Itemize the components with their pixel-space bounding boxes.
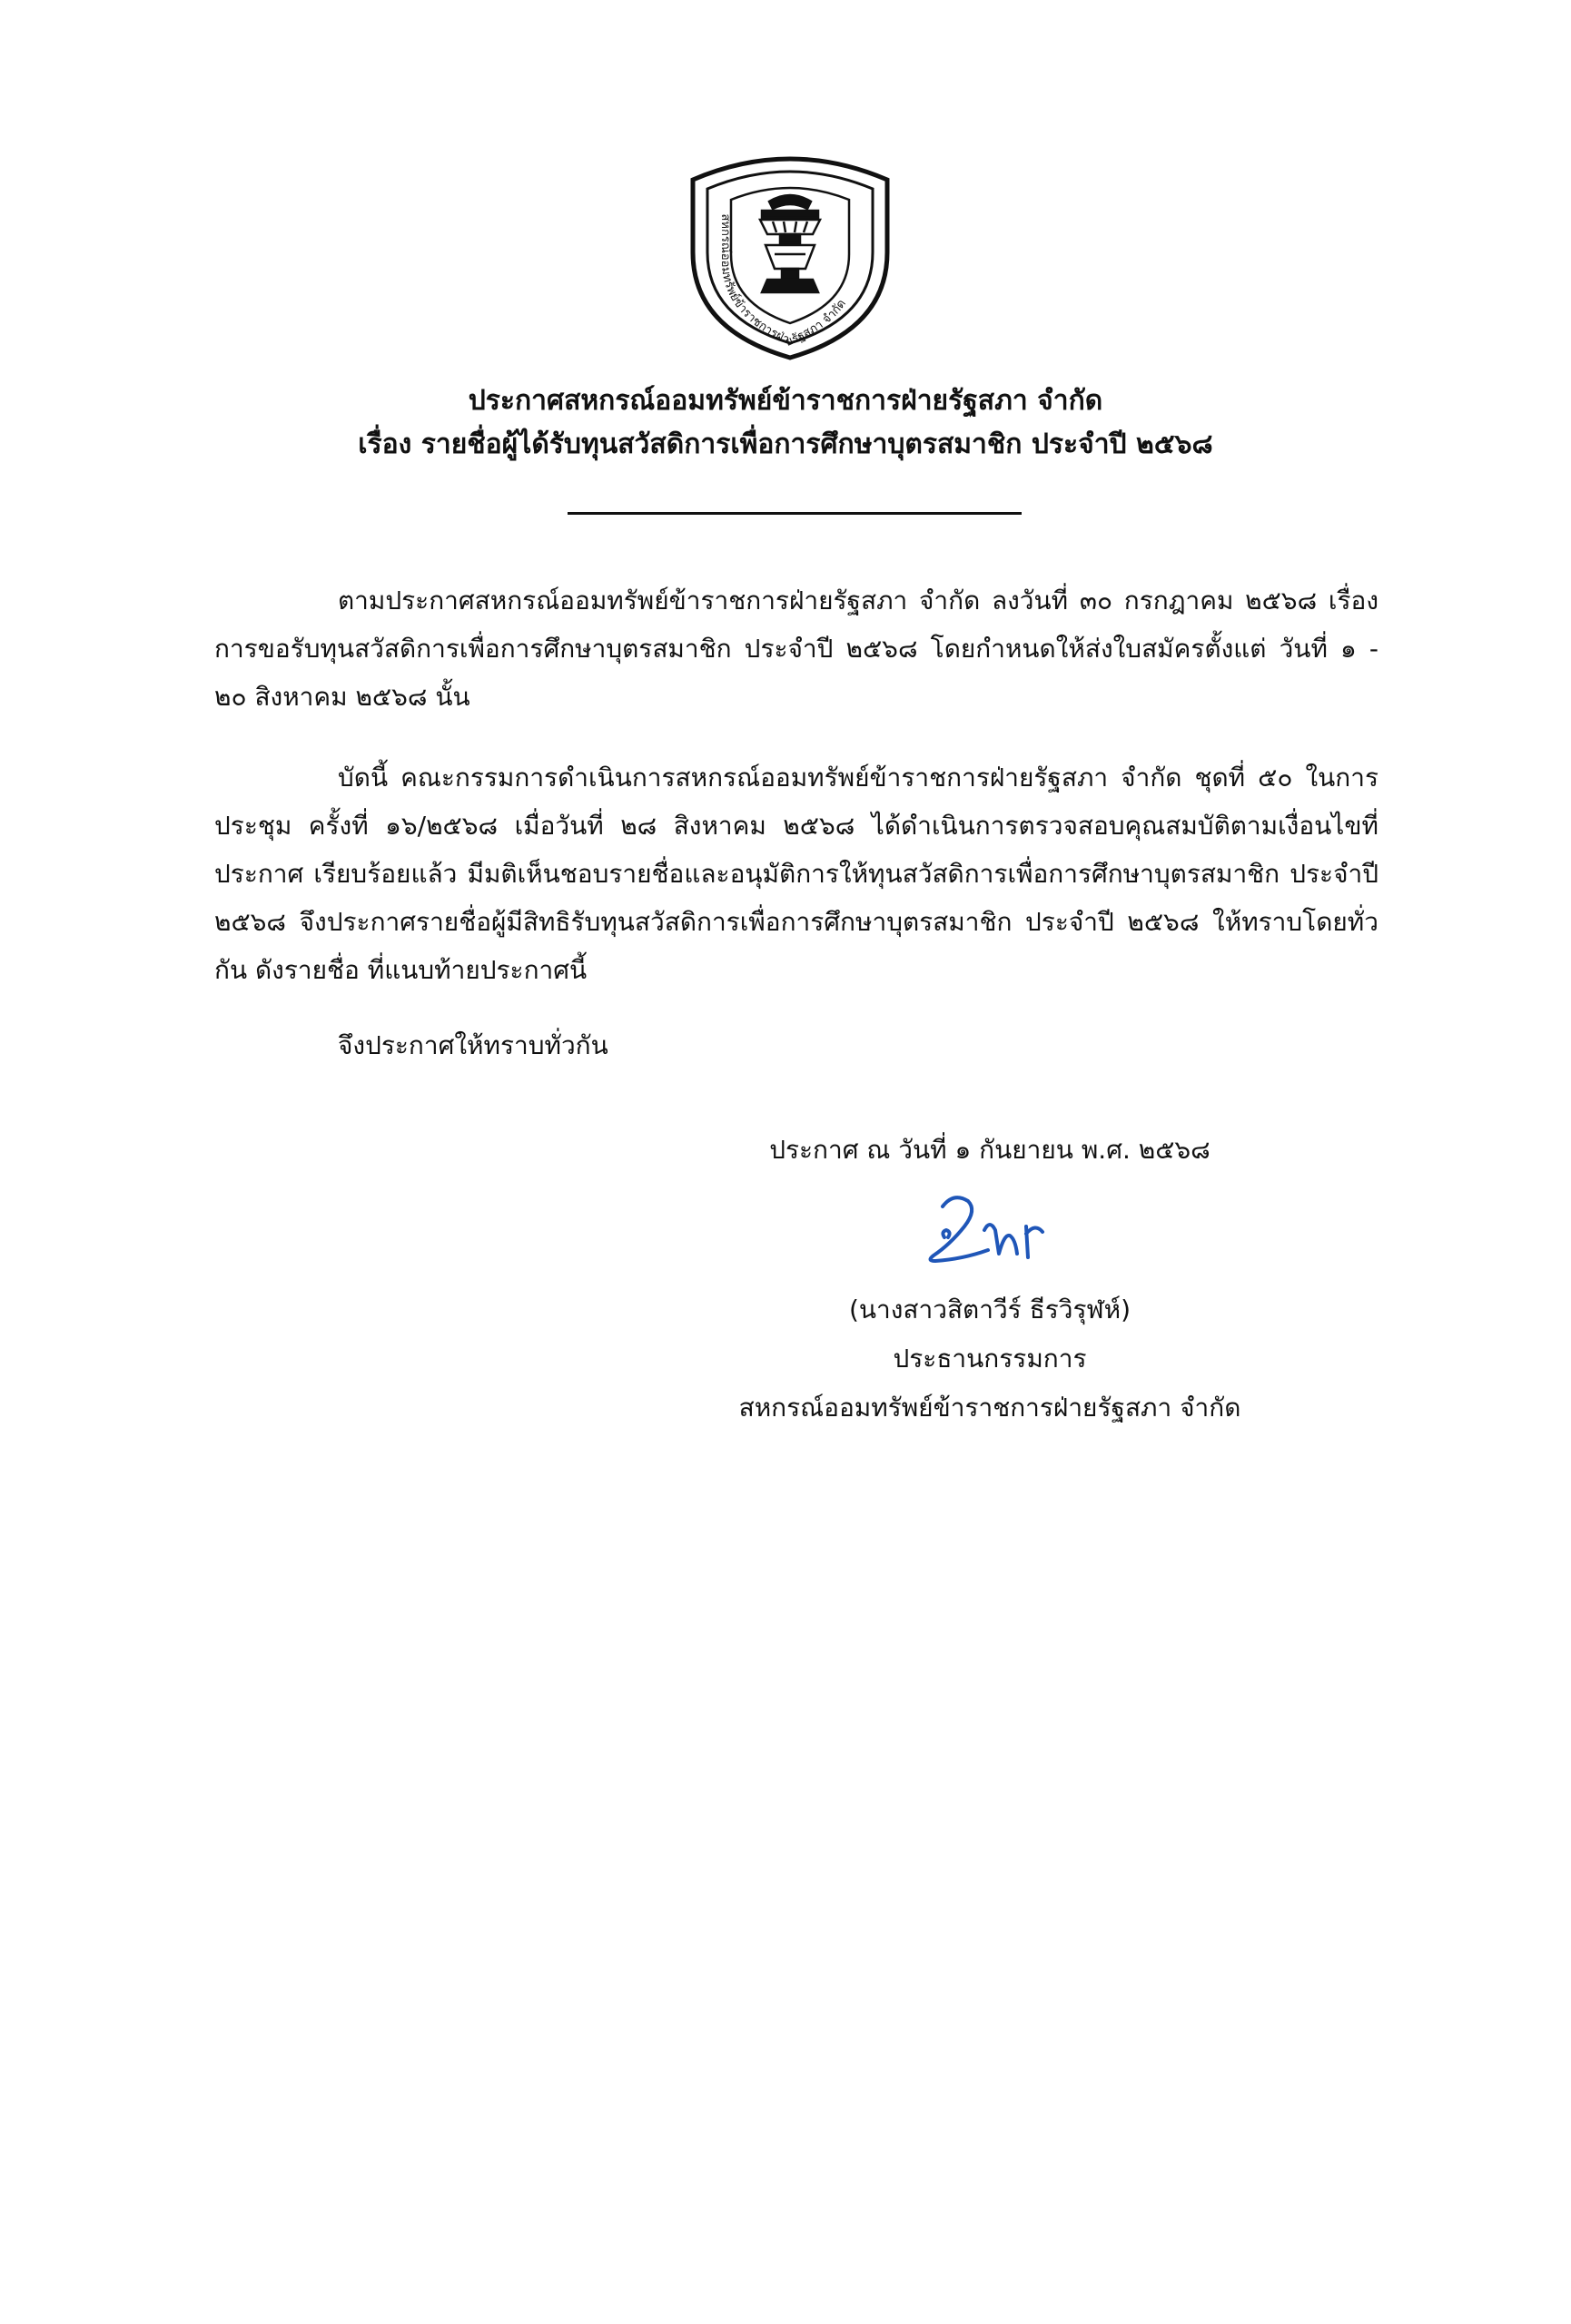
body-paragraph-2: บัดนี้ คณะกรรมการดำเนินการสหกรณ์ออมทรัพย์ข้าราชการฝ่ายรัฐสภา จำกัด ชุดที่ ๕๐ ในการประชุม ครั้งที่ ๑๖/๒๕๖๘ เมื่อวันที่ ๒๘ สิงหาคม ๒๕๖๘ ได้ดำเนินการตรวจสอบคุณสมบัติตามเงื่อนไขที่ประกาศ เรียบร้อยแล้ว มีมติเห็นชอบรายชื่อและอนุมัติการให้ทุนสวัสดิการเพื่อการศึกษาบุตรสมาชิก ประจำปี ๒๕๖๘ จึงประกาศรายชื่อผู้มีสิทธิรับทุนสวัสดิการเพื่อการศึกษาบุตรสมาชิก ประจำปี ๒๕๖๘ ให้ทราบโดยทั่วกัน ดังรายชื่อ ที่แนบท้ายประกาศนี้ (214, 763, 1378, 985)
signer-name: (นางสาวสิตาวีร์ ธีรวิรุฬห์) (848, 1295, 1131, 1324)
closing-statement: จึงประกาศให้ทราบทั่วกัน (338, 1030, 608, 1060)
svg-text:สหกรณ์ออมทรัพย์ข้าราชการฝ่ายรั: สหกรณ์ออมทรัพย์ข้าราชการฝ่ายรัฐสภา จำกัด (717, 213, 849, 350)
announcement-subject: เรื่อง รายชื่อผู้ได้รับทุนสวัสดิการเพื่อการศึกษาบุตรสมาชิก ประจำปี ๒๕๖๘ (358, 428, 1213, 460)
cooperative-seal-icon (686, 143, 894, 361)
announcement-title: ประกาศสหกรณ์ออมทรัพย์ข้าราชการฝ่ายรัฐสภา จำกัด (468, 385, 1103, 417)
signer-organization: สหกรณ์ออมทรัพย์ข้าราชการฝ่ายรัฐสภา จำกัด (738, 1393, 1241, 1423)
signer-position: ประธานกรรมการ (893, 1344, 1087, 1374)
signature-block (690, 1130, 1289, 1428)
announcement-date: ประกาศ ณ วันที่ ๑ กันยายน พ.ศ. ๒๕๖๘ (769, 1135, 1210, 1165)
title-divider (568, 512, 1022, 515)
body-paragraph-1: ตามประกาศสหกรณ์ออมทรัพย์ข้าราชการฝ่ายรัฐสภา จำกัด ลงวันที่ ๓๐ กรกฎาคม ๒๕๖๘ เรื่อง การขอรับทุนสวัสดิการเพื่อการศึกษาบุตรสมาชิก ประจำปี ๒๕๖๘ โดยกำหนดให้ส่งใบสมัครตั้งแต่ วันที่ ๑ - ๒๐ สิงหาคม ๒๕๖๘ นั้น (214, 586, 1378, 712)
handwritten-signature-icon (890, 1181, 1090, 1281)
